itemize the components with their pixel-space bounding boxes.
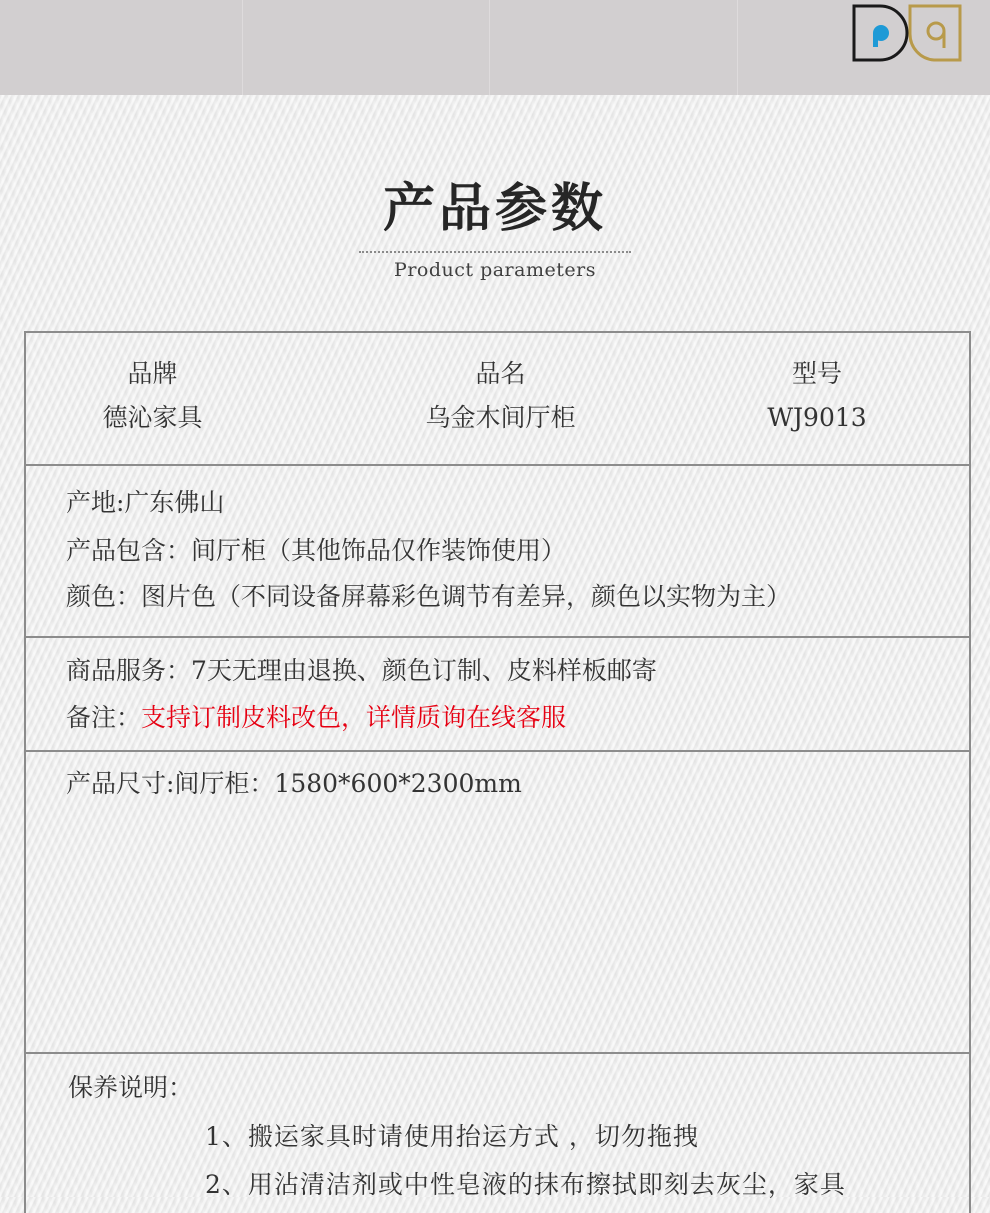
- name-cell: [398, 357, 603, 435]
- name-label: 品名: [475, 359, 526, 388]
- model-label: 型号: [791, 359, 842, 388]
- note-value: 支持订制皮料改色，详情质询在线客服: [141, 703, 567, 732]
- note-label: 备注：: [66, 703, 142, 732]
- origin-text: 产地:广东佛山: [66, 488, 225, 517]
- brand-label: 品牌: [127, 359, 178, 388]
- section-title: [0, 175, 990, 281]
- dp-logo: [852, 4, 964, 62]
- table-divider: [24, 750, 969, 752]
- care-label: 保养说明：: [68, 1073, 194, 1102]
- color-text: 颜色：图片色（不同设备屏幕彩色调节有差异，颜色以实物为主）: [66, 582, 792, 611]
- banner-divider: [489, 0, 490, 95]
- banner-divider: [737, 0, 738, 95]
- package-text: 产品包含：间厅柜（其他饰品仅作装饰使用）: [66, 536, 567, 565]
- page-title: 产品参数: [382, 179, 607, 239]
- care-item: 2、用沾清洁剂或中性皂液的抹布擦拭即刻去灰尘，家具: [205, 1170, 846, 1199]
- top-banner: [0, 0, 990, 95]
- size-text: 产品尺寸:间厅柜：1580*600*2300mm: [66, 769, 522, 798]
- table-divider: [24, 464, 969, 466]
- service-text: 商品服务：7天无理由退换、颜色订制、皮料样板邮寄: [66, 656, 657, 685]
- brand-value: 德沁家具: [102, 403, 203, 432]
- table-divider: [24, 1052, 969, 1054]
- title-divider: [359, 251, 631, 253]
- page-subtitle: Product parameters: [394, 259, 596, 281]
- note-row: [66, 701, 566, 735]
- model-cell: [732, 357, 902, 435]
- banner-divider: [242, 0, 243, 95]
- model-value: WJ9013: [767, 403, 867, 432]
- name-value: 乌金木间厅柜: [425, 403, 576, 432]
- care-item: 1、搬运家具时请使用抬运方式 ，切勿拖拽: [205, 1122, 699, 1151]
- table-divider: [24, 636, 969, 638]
- brand-cell: [60, 357, 245, 435]
